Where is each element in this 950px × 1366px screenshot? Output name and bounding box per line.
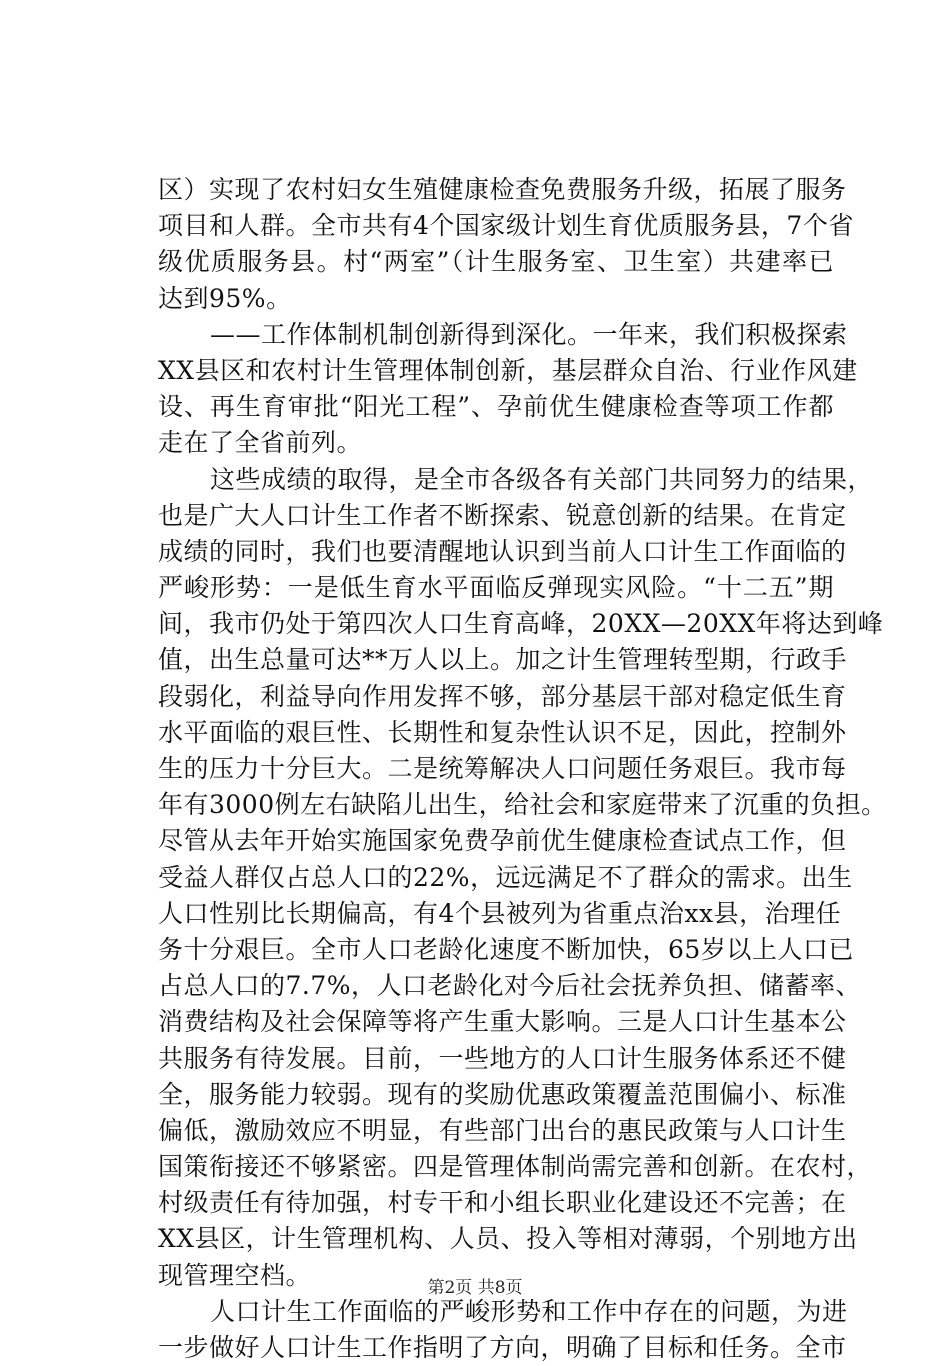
text-line: 偏低，激励效应不明显，有些部门出台的惠民政策与人口计生 — [158, 1115, 847, 1145]
text-line: 村级责任有待加强，村专干和小组长职业化建设还不完善；在 — [158, 1188, 847, 1218]
text-line: 占总人口的7.7%，人口老龄化对今后社会抚养负担、储蓄率、 — [158, 971, 862, 1001]
text-line: 全，服务能力较弱。现有的奖励优惠政策覆盖范围偏小、标准 — [158, 1079, 847, 1109]
text-line: 生的压力十分巨大。二是统筹解决人口问题任务艰巨。我市每 — [158, 754, 847, 783]
text-line: 也是广大人口计生工作者不断探索、锐意创新的结果。在肯定 — [158, 500, 847, 530]
text-line: 值，出生总量可达**万人以上。加之计生管理转型期，行政手 — [158, 645, 848, 675]
text-line: XX县区和农村计生管理体制创新，基层群众自治、行业作风建 — [158, 355, 858, 385]
text-line: 成绩的同时，我们也要清醒地认识到当前人口计生工作面临的 — [158, 536, 847, 566]
text-line: 人口性别比长期偏高，有4个县被列为省重点治xx县，治理任 — [158, 898, 842, 928]
text-line: 尽管从去年开始实施国家免费孕前优生健康检查试点工作，但 — [158, 826, 847, 856]
text-line: 一步做好人口计生工作指明了方向，明确了目标和任务。全市 — [158, 1333, 847, 1362]
text-line: 达到95%。 — [158, 283, 292, 313]
text-line: 务十分艰巨。全市人口老龄化速度不断加快，65岁以上人口已 — [158, 934, 854, 964]
text-line: 国策衔接还不够紧密。四是管理体制尚需完善和创新。在农村， — [158, 1152, 873, 1182]
text-line: 受益人群仅占总人口的22%，远远满足不了群众的需求。出生 — [158, 862, 853, 892]
body-text — [158, 172, 887, 1366]
text-line: 共服务有待发展。目前，一些地方的人口计生服务体系还不健 — [158, 1043, 847, 1073]
text-line: 年有3000例左右缺陷儿出生，给社会和家庭带来了沉重的负担。 — [158, 790, 887, 820]
text-line: 水平面临的艰巨性、长期性和复杂性认识不足，因此，控制外 — [158, 717, 847, 747]
text-line: 间，我市仍处于第四次人口生育高峰，20XX—20XX年将达到峰 — [158, 609, 884, 639]
text-line: 区）实现了农村妇女生殖健康检查免费服务升级，拓展了服务 — [158, 175, 847, 204]
text-line: 消费结构及社会保障等将产生重大影响。三是人口计生基本公 — [158, 1007, 847, 1037]
paragraph-start-line: ——工作体制机制创新得到深化。一年来，我们积极探索 — [210, 319, 848, 349]
page-number-footer: 第2页 共8页 — [427, 1278, 523, 1298]
text-line: 项目和人群。全市共有4个国家级计划生育优质服务县，7个省 — [158, 211, 854, 241]
paragraph-start-line: 这些成绩的取得，是全市各级各有关部门共同努力的结果， — [210, 464, 874, 494]
text-line: 严峻形势：一是低生育水平面临反弹现实风险。“十二五”期 — [158, 573, 834, 603]
text-line: 设、再生育审批“阳光工程”、孕前优生健康检查等项工作都 — [158, 392, 834, 422]
text-line: XX县区，计生管理机构、人员、投入等相对薄弱，个别地方出 — [158, 1224, 858, 1254]
text-line: 现管理空档。 — [158, 1260, 312, 1290]
paragraph-start-line: 人口计生工作面临的严峻形势和工作中存在的问题，为进 — [210, 1296, 848, 1326]
text-line: 段弱化，利益导向作用发挥不够，部分基层干部对稳定低生育 — [158, 681, 847, 711]
text-line: 级优质服务县。村“两室”（计生服务室、卫生室）共建率已 — [158, 247, 834, 277]
text-line: 走在了全省前列。 — [158, 428, 363, 458]
